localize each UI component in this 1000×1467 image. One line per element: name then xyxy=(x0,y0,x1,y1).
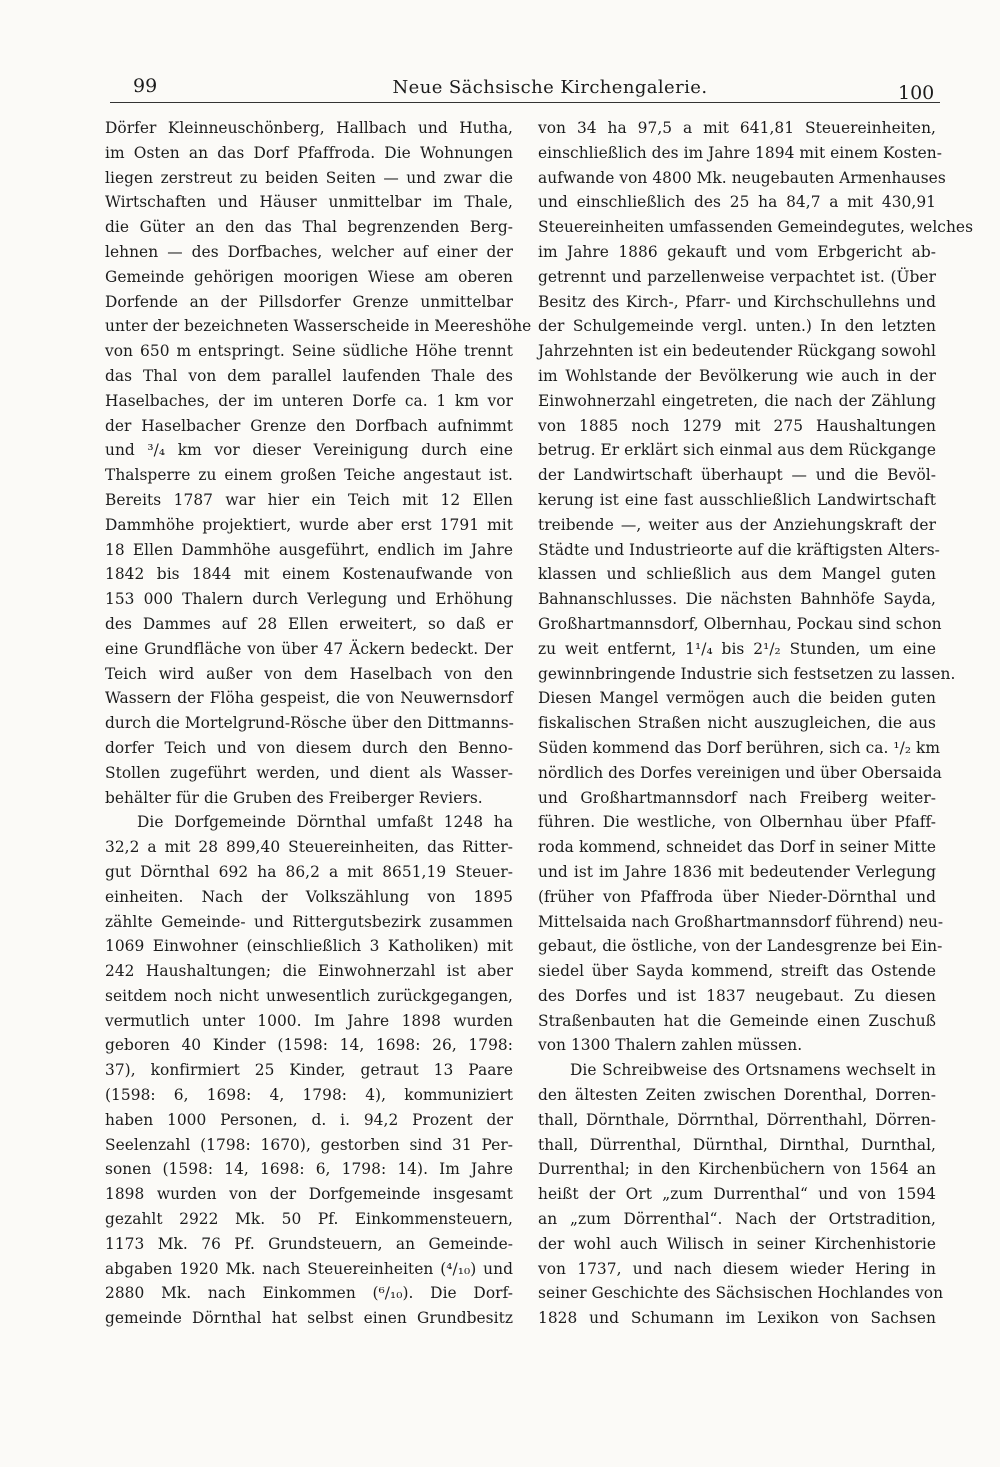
text-line: und Großhartmannsdorf nach Freiberg weiter- xyxy=(538,788,936,807)
text-line: von 1737, und nach diesem wieder Hering in xyxy=(538,1259,936,1278)
text-column-left xyxy=(105,116,532,1331)
text-line: Besitz des Kirch-, Pfarr- und Kirchschullehns und xyxy=(538,292,936,311)
text-line: 1069 Einwohner (einschließlich 3 Katholiken) mit xyxy=(105,937,513,956)
text-line: 32,2 a mit 28 899,40 Steuereinheiten, das Ritter- xyxy=(105,838,513,857)
text-line: Die Dorfgemeinde Dörnthal umfaßt 1248 ha xyxy=(137,813,513,832)
text-line: Einwohnerzahl eingetreten, die nach der Zählung xyxy=(538,391,936,410)
text-line: und ist im Jahre 1836 mit bedeutender Verlegung xyxy=(538,862,936,881)
text-line: dorfer Teich und von diesem durch den Benno- xyxy=(105,738,513,757)
text-line: Süden kommend das Dorf berühren, sich ca. ¹/₂ km xyxy=(538,738,940,757)
text-line: 153 000 Thalern durch Verlegung und Erhöhung xyxy=(105,590,513,609)
text-line: im Osten an das Dorf Pfaffroda. Die Wohnungen xyxy=(105,143,513,162)
text-line: gut Dörnthal 692 ha 86,2 a mit 8651,19 Steuer- xyxy=(105,862,513,881)
text-line: Gemeinde gehörigen moorigen Wiese am oberen xyxy=(105,267,513,286)
text-line: thall, Dürrenthal, Dürnthal, Dirnthal, Durnthal, xyxy=(538,1135,936,1154)
text-line: heißt der Ort „zum Durrenthal“ und von 1594 xyxy=(538,1185,936,1204)
text-line: Straßenbauten hat die Gemeinde einen Zuschuß xyxy=(538,1011,936,1030)
text-line: 1898 wurden von der Dorfgemeinde insgesamt xyxy=(105,1185,513,1204)
page-number-left: 99 xyxy=(133,75,158,97)
text-line: Dörfer Kleinneuschönberg, Hallbach und Hutha, xyxy=(105,119,513,137)
text-line: im Jahre 1886 gekauft und vom Erbgericht ab- xyxy=(538,242,936,261)
text-line: im Wohlstande der Bevölkerung wie auch in der xyxy=(538,366,936,385)
text-line: Durrenthal; in den Kirchenbüchern von 1564 an xyxy=(538,1160,936,1179)
text-line: unter der bezeichneten Wasserscheide in Meereshöhe xyxy=(105,317,532,336)
text-line: 1842 bis 1844 mit einem Kostenaufwande von xyxy=(105,565,513,584)
text-line: Großhartmannsdorf, Olbernhau, Pockau sind schon xyxy=(538,614,942,633)
text-line: von 1885 noch 1279 mit 275 Haushaltungen xyxy=(538,416,936,435)
text-line: (früher von Pfaffroda über Nieder-Dörnthal und xyxy=(538,887,936,906)
text-line: Thalsperre zu einem großen Teiche angestaut ist. xyxy=(105,466,513,485)
text-line: treibende —, weiter aus der Anziehungskraft der xyxy=(538,515,936,534)
text-line: des Dorfes und ist 1837 neugebaut. Zu diesen xyxy=(538,986,936,1005)
text-line: zählte Gemeinde- und Rittergutsbezirk zusammen xyxy=(105,912,513,931)
text-line: sonen (1598: 14, 1698: 6, 1798: 14). Im Jahre xyxy=(105,1160,513,1179)
text-line: geboren 40 Kinder (1598: 14, 1698: 26, 1798: xyxy=(105,1036,513,1055)
text-line: der wohl auch Wilisch in seiner Kirchenhistorie xyxy=(538,1234,936,1253)
text-line: kerung ist eine fast ausschließlich Landwirtschaft xyxy=(538,490,936,509)
page-header xyxy=(0,0,1000,110)
text-line: Mittelsaida nach Großhartmannsdorf führend) neu- xyxy=(538,912,944,931)
text-line: Teich wird außer von dem Haselbach von den xyxy=(105,664,513,683)
text-line: gezahlt 2922 Mk. 50 Pf. Einkommensteuern, xyxy=(105,1210,513,1229)
text-line: den ältesten Zeiten zwischen Dorenthal, Dorren- xyxy=(538,1086,936,1105)
text-line: Dammhöhe projektiert, wurde aber erst 1791 mit xyxy=(105,515,513,534)
text-line: liegen zerstreut zu beiden Seiten — und zwar die xyxy=(105,168,513,187)
text-line: von 650 m entspringt. Seine südliche Höhe trennt xyxy=(105,342,513,361)
text-line: die Güter an den das Thal begrenzenden Berg- xyxy=(105,218,513,237)
text-line: 18 Ellen Dammhöhe ausgeführt, endlich im Jahre xyxy=(105,540,513,559)
text-line: von 1300 Thalern zahlen müssen. xyxy=(538,1036,803,1055)
text-line: nördlich des Dorfes vereinigen und über Obersaida xyxy=(538,763,942,782)
text-line: zu weit entfernt, 1¹/₄ bis 2¹/₂ Stunden, um eine xyxy=(538,639,936,658)
text-line: gewinnbringende Industrie sich festsetzen zu lassen. xyxy=(538,664,956,683)
text-column-right xyxy=(538,116,974,1331)
text-line: von 34 ha 97,5 a mit 641,81 Steuereinheiten, xyxy=(538,119,936,137)
text-line: Seelenzahl (1798: 1670), gestorben sind 31 Per- xyxy=(105,1135,513,1154)
text-line: abgaben 1920 Mk. nach Steuereinheiten (⁴/₁₀) und xyxy=(105,1259,513,1278)
text-line: getrennt und parzellenweise verpachtet ist. (Über xyxy=(538,267,936,286)
text-line: seitdem noch nicht unwesentlich zurückgegangen, xyxy=(105,986,513,1005)
text-line: eine Grundfläche von über 47 Äckern bedeckt. Der xyxy=(105,639,513,658)
text-line: siedel über Sayda kommend, streift das Ostende xyxy=(538,962,936,981)
text-line: thall, Dörnthale, Dörrnthal, Dörrenthahl, Dörren- xyxy=(538,1110,936,1129)
text-line: und einschließlich des 25 ha 84,7 a mit 430,91 xyxy=(538,193,936,212)
text-line: durch die Mortelgrund-Rösche über den Dittmanns- xyxy=(105,714,514,733)
text-line: Bereits 1787 war hier ein Teich mit 12 Ellen xyxy=(105,490,513,509)
text-line: roda kommend, schneidet das Dorf in seiner Mitte xyxy=(538,838,936,857)
text-line: seiner Geschichte des Sächsischen Hochlandes von xyxy=(538,1284,944,1303)
text-line: einschließlich des im Jahre 1894 mit einem Kosten- xyxy=(538,143,942,162)
text-line: (1598: 6, 1698: 4, 1798: 4), kommuniziert xyxy=(105,1086,513,1105)
text-line: führen. Die westliche, von Olbernhau über Pfaff- xyxy=(538,813,936,832)
header-rule xyxy=(110,102,940,103)
text-line: Die Schreibweise des Ortsnamens wechselt in xyxy=(570,1061,936,1080)
text-line: das Thal von dem parallel laufenden Thale des xyxy=(105,366,513,385)
text-line: behälter für die Gruben des Freiberger Reviers. xyxy=(105,788,483,807)
text-line: Städte und Industrieorte auf die kräftigsten Alters- xyxy=(538,540,940,559)
text-line: und ³/₄ km vor dieser Vereinigung durch eine xyxy=(105,441,513,460)
text-line: gemeinde Dörnthal hat selbst einen Grundbesitz xyxy=(105,1309,513,1328)
text-line: 37), konfirmiert 25 Kinder, getraut 13 Paare xyxy=(105,1061,513,1080)
text-line: Dorfende an der Pillsdorfer Grenze unmittelbar xyxy=(105,292,513,311)
page-number-right: 100 xyxy=(898,82,935,104)
text-line: 1173 Mk. 76 Pf. Grundsteuern, an Gemeinde- xyxy=(105,1234,513,1253)
text-line: 242 Haushaltungen; die Einwohnerzahl ist aber xyxy=(105,962,513,981)
text-line: 1828 und Schumann im Lexikon von Sachsen xyxy=(538,1309,936,1328)
text-line: Haselbaches, der im unteren Dorfe ca. 1 km vor xyxy=(105,391,513,410)
text-line: aufwande von 4800 Mk. neugebauten Armenhauses xyxy=(538,168,946,187)
text-line: an „zum Dörrenthal“. Nach der Ortstradition, xyxy=(538,1210,936,1229)
text-line: betrug. Er erklärt sich einmal aus dem Rückgange xyxy=(538,441,936,460)
text-line: Stollen zugeführt werden, und dient als Wasser- xyxy=(105,763,513,782)
text-line: Wirtschaften und Häuser unmittelbar im Thale, xyxy=(105,193,513,212)
text-line: Steuereinheiten umfassenden Gemeindegutes, welches xyxy=(538,218,974,237)
text-line: Bahnanschlusses. Die nächsten Bahnhöfe Sayda, xyxy=(538,590,936,609)
text-line: des Dammes auf 28 Ellen erweitert, so daß er xyxy=(105,614,513,633)
text-line: der Landwirtschaft überhaupt — und die Bevöl- xyxy=(538,466,936,485)
text-line: einheiten. Nach der Volkszählung von 1895 xyxy=(105,887,513,906)
text-line: der Schulgemeinde vergl. unten.) In den letzten xyxy=(538,317,936,336)
text-line: lehnen — des Dorfbaches, welcher auf einer der xyxy=(105,242,513,261)
text-line: der Haselbacher Grenze den Dorfbach aufnimmt xyxy=(105,416,513,435)
text-line: 2880 Mk. nach Einkommen (⁶/₁₀). Die Dorf- xyxy=(105,1284,513,1303)
text-line: Jahrzehnten ist ein bedeutender Rückgang sowohl xyxy=(538,342,936,361)
text-line: haben 1000 Personen, d. i. 94,2 Prozent der xyxy=(105,1110,513,1129)
text-line: gebaut, die östliche, von der Landesgrenze bei Ein- xyxy=(538,937,943,956)
text-line: klassen und schließlich aus dem Mangel guten xyxy=(538,565,936,584)
text-line: Wassern der Flöha gespeist, die von Neuwernsdorf xyxy=(105,689,513,708)
running-title: Neue Sächsische Kirchengalerie. xyxy=(392,77,708,98)
text-line: vermutlich unter 1000. Im Jahre 1898 wurden xyxy=(105,1011,513,1030)
text-line: Diesen Mangel vermögen auch die beiden guten xyxy=(538,689,936,708)
text-line: fiskalischen Straßen nicht auszugleichen, die aus xyxy=(538,714,936,733)
